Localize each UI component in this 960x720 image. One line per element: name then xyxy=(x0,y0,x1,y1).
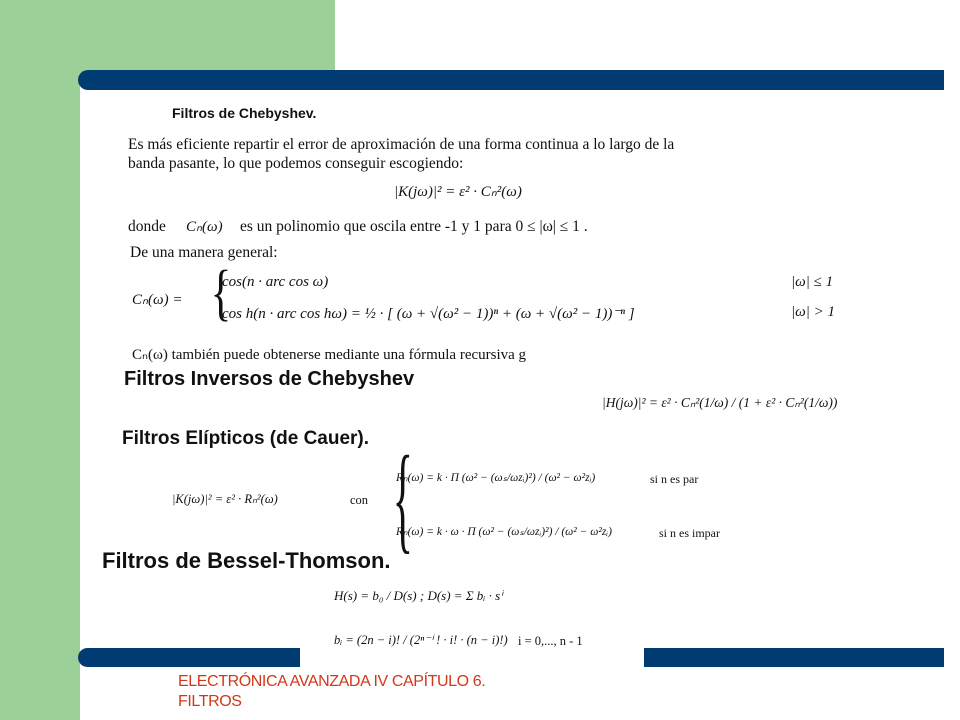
cn-case-2-condition: |ω| > 1 xyxy=(791,304,835,320)
general-text: De una manera general: xyxy=(130,244,278,261)
slide-content xyxy=(94,90,954,648)
cn-brace: { xyxy=(210,259,232,327)
rn-even: Rₙ(ω) = k · Π (ω² − (ωₛ/ωzᵢ)²) / (ω² − ω²zᵢ) xyxy=(396,472,596,484)
cn-case-2: cos h(n · arc cos hω) = ½ · [ (ω + √(ω² − 1))ⁿ + (ω + √(ω² − 1))⁻ⁿ ] xyxy=(222,306,635,322)
green-left-strip xyxy=(0,90,80,720)
con-label: con xyxy=(350,493,369,507)
footer-line-2: FILTROS xyxy=(178,693,242,710)
footer-caption xyxy=(178,672,598,712)
rn-even-condition: si n es par xyxy=(650,472,699,486)
equation-k-chebyshev: |K(jω)|² = ε² · Cₙ²(ω) xyxy=(394,184,522,200)
donde-prefix: donde xyxy=(128,218,166,235)
elliptic-brace: { xyxy=(392,431,413,564)
intro-line-1: Es más eficiente repartir el error de aproximación de una forma continua a lo largo de la xyxy=(128,136,675,153)
equation-bessel-b: bᵢ = (2n − i)! / (2ⁿ⁻ⁱ ! · i! · (n − i)!) xyxy=(334,633,508,647)
bottom-bar-gap xyxy=(300,648,644,667)
heading-bessel-thomson: Filtros de Bessel-Thomson. xyxy=(102,548,391,573)
heading-elliptic: Filtros Elípticos (de Cauer). xyxy=(122,428,370,449)
intro-line-2: banda pasante, lo que podemos conseguir escogiendo: xyxy=(128,155,464,172)
donde-suffix: es un polinomio que oscila entre -1 y 1 para 0 ≤ |ω| ≤ 1 . xyxy=(240,218,588,235)
cn-case-1-condition: |ω| ≤ 1 xyxy=(791,274,834,290)
equation-inverse-chebyshev: |H(jω)|² = ε² · Cₙ²(1/ω) / (1 + ε² · Cₙ²(1/ω)) xyxy=(602,395,838,410)
heading-inverse-chebyshev: Filtros Inversos de Chebyshev xyxy=(124,368,415,390)
top-navy-bar xyxy=(78,70,944,90)
recursive-note: Cₙ(ω) también puede obtenerse mediante una fórmula recursiva g xyxy=(132,347,527,363)
cn-label: Cₙ(ω) = xyxy=(132,292,183,308)
donde-cn: Cₙ(ω) xyxy=(186,219,223,235)
rn-odd-condition: si n es impar xyxy=(659,526,720,540)
cn-case-1: cos(n · arc cos ω) xyxy=(222,274,329,290)
heading-chebyshev: Filtros de Chebyshev. xyxy=(172,105,317,121)
equation-bessel-range: i = 0,..., n - 1 xyxy=(518,634,583,648)
equation-bessel-h: H(s) = b₀ / D(s) ; D(s) = Σ bᵢ · sⁱ xyxy=(334,588,503,603)
rn-odd: Rₙ(ω) = k · ω · Π (ω² − (ωₛ/ωzᵢ)²) / (ω² − ω²zᵢ) xyxy=(396,526,612,538)
footer-line-1: ELECTRÓNICA AVANZADA IV CAPÍTULO 6. xyxy=(178,673,486,690)
equation-elliptic: |K(jω)|² = ε² · Rₙ²(ω) xyxy=(172,492,278,506)
